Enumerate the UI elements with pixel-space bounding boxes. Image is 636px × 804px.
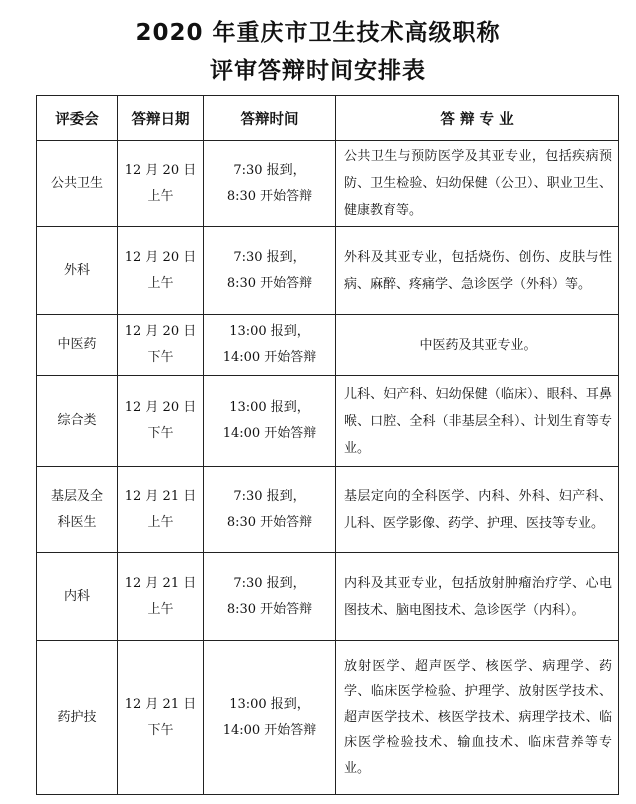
date-value: 12 月 21 日 (124, 488, 197, 504)
major-cell: 内科及其亚专业，包括放射肿瘤治疗学、心电图技术、脑电图技术、急诊医学（内科）。 (336, 553, 619, 641)
committee-name: 内科 (63, 588, 90, 604)
half-day: 下午 (147, 426, 174, 441)
checkin-time: 7:30 报到， (233, 575, 306, 591)
start-time: 14:00 开始答辩 (222, 426, 317, 441)
time-cell (204, 141, 336, 227)
checkin-time: 13:00 报到， (229, 324, 310, 339)
half-day: 上午 (147, 275, 174, 291)
date-value: 12 月 21 日 (124, 696, 197, 712)
major-cell: 外科及其亚专业，包括烧伤、创伤、皮肤与性病、麻醉、疼痛学、急诊医学（外科）等。 (336, 227, 619, 315)
date-value: 12 月 20 日 (124, 249, 197, 265)
date-cell (118, 553, 204, 641)
table-row (37, 553, 619, 641)
committee-cell (37, 641, 118, 795)
table-row (37, 141, 619, 227)
date-cell (118, 315, 204, 376)
major-cell: 公共卫生与预防医学及其亚专业，包括疾病预防、卫生检验、妇幼保健（公卫）、职业卫生、健康教育等。 (336, 141, 619, 227)
committee-name: 基层及全科医生 (50, 488, 103, 530)
half-day: 上午 (147, 188, 174, 204)
start-time: 8:30 开始答辩 (226, 601, 313, 617)
major-cell: 中医药及其亚专业。 (336, 315, 619, 376)
date-cell (118, 141, 204, 227)
major-cell: 放射医学、超声医学、核医学、病理学、药学、临床医学检验、护理学、放射医学技术、超声医学技术、核医学技术、病理学技术、临床医学检验技术、输血技术、临床营养等专业。 (336, 641, 619, 795)
committee-cell (37, 376, 118, 467)
header-committee: 评委会 (37, 96, 118, 141)
checkin-time: 7:30 报到， (233, 249, 306, 265)
half-day: 上午 (147, 601, 174, 617)
time-cell (204, 553, 336, 641)
date-cell (118, 376, 204, 467)
time-cell (204, 227, 336, 315)
checkin-time: 13:00 报到， (229, 696, 310, 712)
table-row (37, 376, 619, 467)
date-cell (118, 227, 204, 315)
table-row (37, 315, 619, 376)
committee-name: 药护技 (57, 709, 97, 725)
table-row (37, 641, 619, 795)
committee-name: 公共卫生 (50, 175, 103, 191)
major-cell: 基层定向的全科医学、内科、外科、妇产科、儿科、医学影像、药学、护理、医技等专业。 (336, 467, 619, 553)
checkin-time: 7:30 报到， (233, 488, 306, 504)
date-value: 12 月 20 日 (124, 324, 197, 339)
checkin-time: 13:00 报到， (229, 400, 310, 415)
committee-cell (37, 141, 118, 227)
start-time: 8:30 开始答辩 (226, 514, 313, 530)
start-time: 8:30 开始答辩 (226, 275, 313, 291)
schedule-table (36, 95, 619, 795)
time-cell (204, 315, 336, 376)
committee-name: 综合类 (57, 413, 97, 428)
title-line-2: 评审答辩时间安排表 (210, 58, 426, 84)
time-cell (204, 641, 336, 795)
time-cell (204, 376, 336, 467)
date-cell (118, 467, 204, 553)
date-value: 12 月 20 日 (124, 162, 197, 178)
header-major: 答 辩 专 业 (336, 96, 619, 141)
committee-cell (37, 467, 118, 553)
start-time: 14:00 开始答辩 (222, 722, 317, 738)
table-row (37, 227, 619, 315)
committee-name: 中医药 (57, 337, 97, 352)
table-row (37, 467, 619, 553)
committee-name: 外科 (63, 262, 90, 278)
half-day: 下午 (147, 722, 174, 738)
half-day: 下午 (147, 350, 174, 365)
date-value: 12 月 21 日 (124, 575, 197, 591)
title-line-1: 2020 年重庆市卫生技术高级职称 (135, 20, 501, 46)
date-value: 12 月 20 日 (124, 400, 197, 415)
committee-cell (37, 227, 118, 315)
committee-cell (37, 315, 118, 376)
header-time: 答辩时间 (204, 96, 336, 141)
date-cell (118, 641, 204, 795)
start-time: 14:00 开始答辩 (222, 350, 317, 365)
major-cell: 儿科、妇产科、妇幼保健（临床）、眼科、耳鼻喉、口腔、全科（非基层全科）、计划生育等专业。 (336, 376, 619, 467)
checkin-time: 7:30 报到， (233, 162, 306, 178)
time-cell (204, 467, 336, 553)
half-day: 上午 (147, 514, 174, 530)
header-date: 答辩日期 (118, 96, 204, 141)
header-row (37, 96, 619, 141)
committee-cell (37, 553, 118, 641)
start-time: 8:30 开始答辩 (226, 188, 313, 204)
